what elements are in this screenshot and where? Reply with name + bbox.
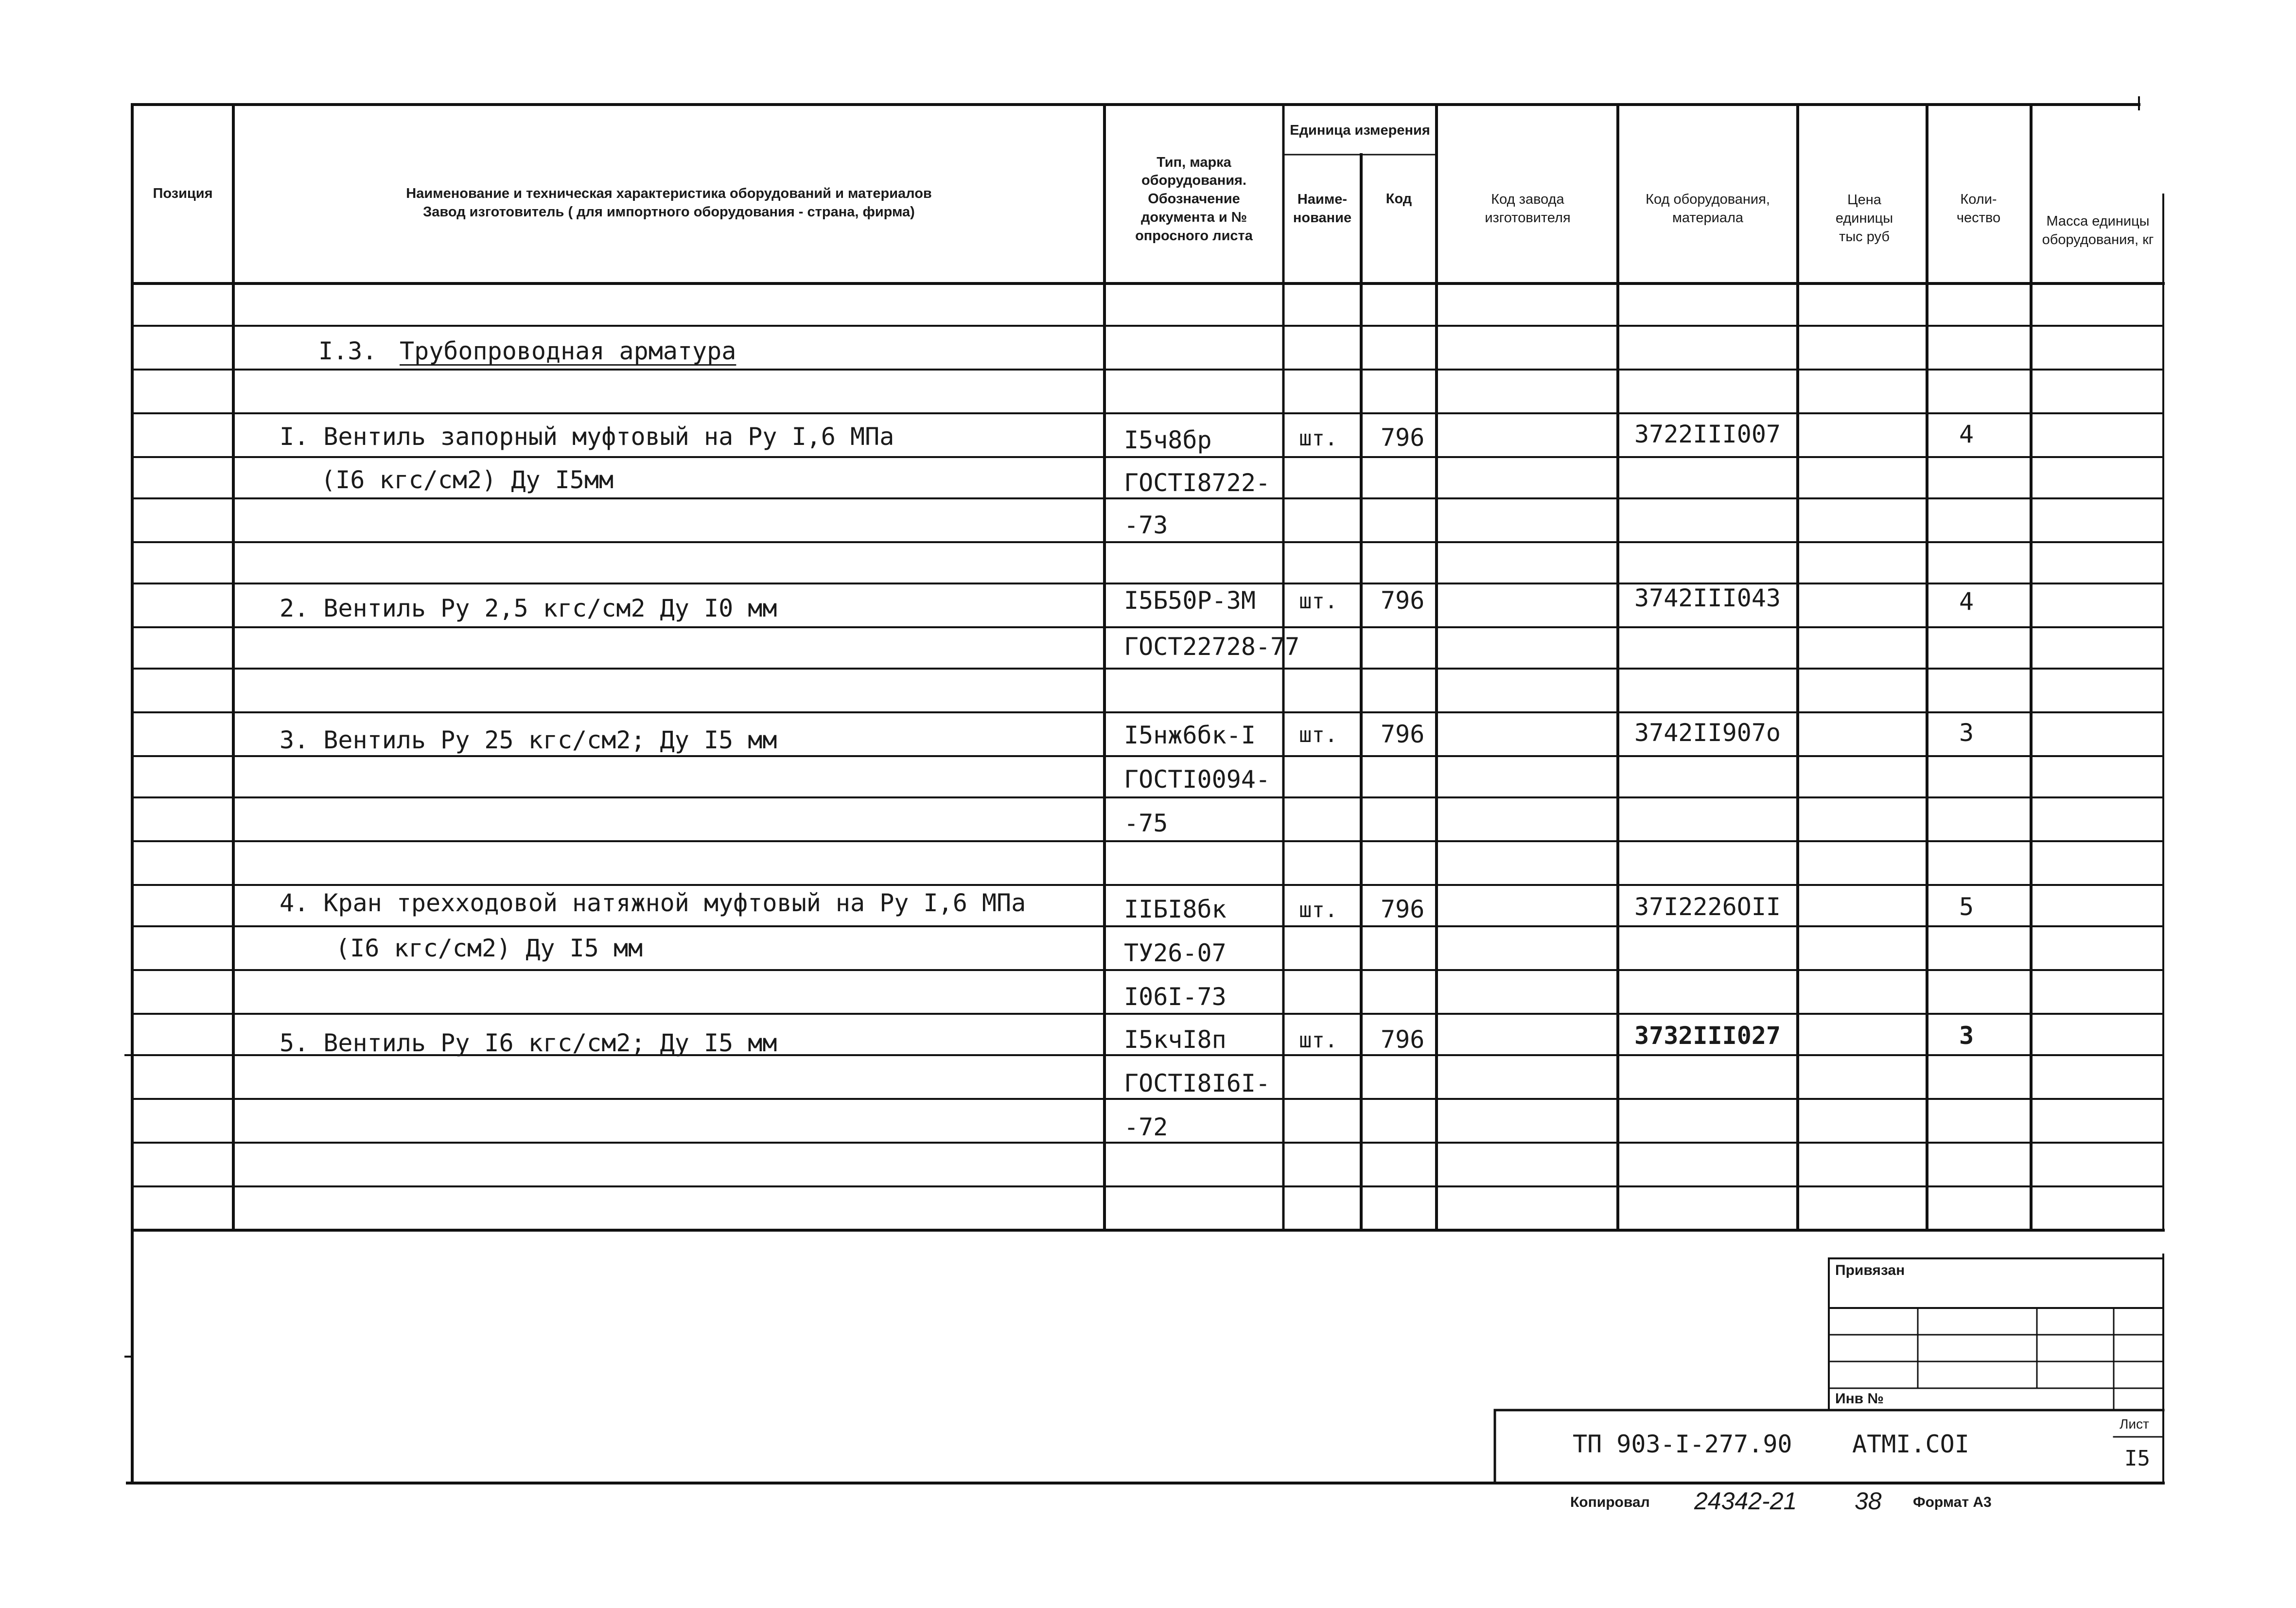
item-quantity: 3 <box>1959 719 1974 747</box>
stamp-inv-no: Инв № <box>1835 1391 1884 1407</box>
item-type: ГОСТI0094- <box>1124 765 1271 794</box>
item-type: IIБI8бк <box>1124 895 1227 923</box>
item-equip-code: 3742III043 <box>1634 584 1781 612</box>
section-number: I.3. <box>318 337 377 365</box>
item-type: ГОСТI8I6I- <box>1124 1069 1271 1097</box>
item-type: ТУ26-07 <box>1124 939 1227 967</box>
item-name: 2. Вентиль Ру 2,5 кгс/см2 Ду I0 мм <box>280 594 777 622</box>
header-name-line1: Наименование и техническая характеристика оборудований и материалов <box>406 186 932 202</box>
item-unit: шт. <box>1299 1028 1338 1053</box>
item-unit-code: 796 <box>1381 895 1425 923</box>
header-quantity: Коли- чество <box>1956 192 2001 226</box>
item-unit: шт. <box>1299 723 1338 747</box>
item-name: 3. Вентиль Ру 25 кгс/см2; Ду I5 мм <box>280 726 777 754</box>
stamp-attached: Привязан <box>1835 1262 1905 1278</box>
item-type: I5ч8бр <box>1124 426 1212 454</box>
header-mass: Масса единицы оборудования, кг <box>2042 213 2154 247</box>
header-equip-code: Код оборудования, материала <box>1646 192 1770 226</box>
item-type: ГОСТ22728-77 <box>1124 633 1300 661</box>
item-quantity: 3 <box>1959 1022 1974 1050</box>
item-unit: шт. <box>1299 589 1338 614</box>
item-type: ГОСТI8722- <box>1124 469 1271 497</box>
item-name: 5. Вентиль Ру I6 кгс/см2; Ду I5 мм <box>280 1029 777 1057</box>
item-unit-code: 796 <box>1381 586 1425 615</box>
doc-mark: АТМI.СОI <box>1852 1430 1969 1458</box>
item-name-cont: (I6 кгс/см2) Ду I5 мм <box>335 934 643 962</box>
item-type: I5нж6бк-I <box>1124 721 1256 749</box>
header-type-mark: Тип, марка оборудования. Обозначение документа и № опросного листа <box>1135 154 1253 244</box>
item-unit: шт. <box>1299 898 1338 922</box>
item-name: 4. Кран трехходовой натяжной муфтовый на Ру I,6 МПа <box>280 889 1026 917</box>
item-quantity: 5 <box>1959 893 1974 921</box>
doc-code: ТП 903-I-277.90 <box>1573 1430 1792 1458</box>
item-unit-code: 796 <box>1381 1025 1425 1054</box>
item-type: I5Б50Р-3М <box>1124 586 1256 615</box>
sheet-number: I5 <box>2124 1446 2150 1471</box>
copy-page: 38 <box>1855 1487 1882 1515</box>
section-title: Трубопроводная арматура <box>400 337 736 365</box>
item-equip-code: 37I2226OII <box>1634 893 1781 921</box>
item-unit-code: 796 <box>1381 720 1425 748</box>
item-name: I. Вентиль запорный муфтовый на Ру I,6 МПа <box>280 423 894 451</box>
format-label: Формат А3 <box>1913 1494 1992 1510</box>
item-type: I06I-73 <box>1124 983 1227 1011</box>
header-unit-code: Код <box>1385 191 1412 207</box>
item-unit: шт. <box>1299 426 1338 451</box>
header-name <box>233 185 1104 222</box>
item-type: -72 <box>1124 1113 1168 1141</box>
copied-label: Копировал <box>1570 1494 1650 1510</box>
item-equip-code: 3732III027 <box>1634 1022 1781 1050</box>
item-quantity: 4 <box>1959 420 1974 448</box>
item-quantity: 4 <box>1959 587 1974 616</box>
item-equip-code: 3722III007 <box>1634 420 1781 448</box>
item-name-cont: (I6 кгс/см2) Ду I5мм <box>321 466 614 494</box>
sheet-label: Лист <box>2120 1416 2149 1431</box>
header-unit-group: Единица измерения <box>1290 123 1430 139</box>
item-equip-code: 3742II907о <box>1634 719 1781 747</box>
copy-number: 24342-21 <box>1694 1487 1797 1515</box>
item-type: I5кчI8п <box>1124 1025 1227 1054</box>
header-factory-code: Код завода изготовителя <box>1485 192 1571 226</box>
item-type: -73 <box>1124 511 1168 539</box>
item-unit-code: 796 <box>1381 424 1425 452</box>
header-position: Позиция <box>153 186 213 202</box>
item-type: -75 <box>1124 809 1168 837</box>
header-unit-name: Наиме- нование <box>1293 192 1352 226</box>
header-price: Цена единицы тыс руб <box>1835 192 1893 245</box>
header-name-line2: Завод изготовитель ( для импортного оборудования - страна, фирма) <box>423 204 915 220</box>
